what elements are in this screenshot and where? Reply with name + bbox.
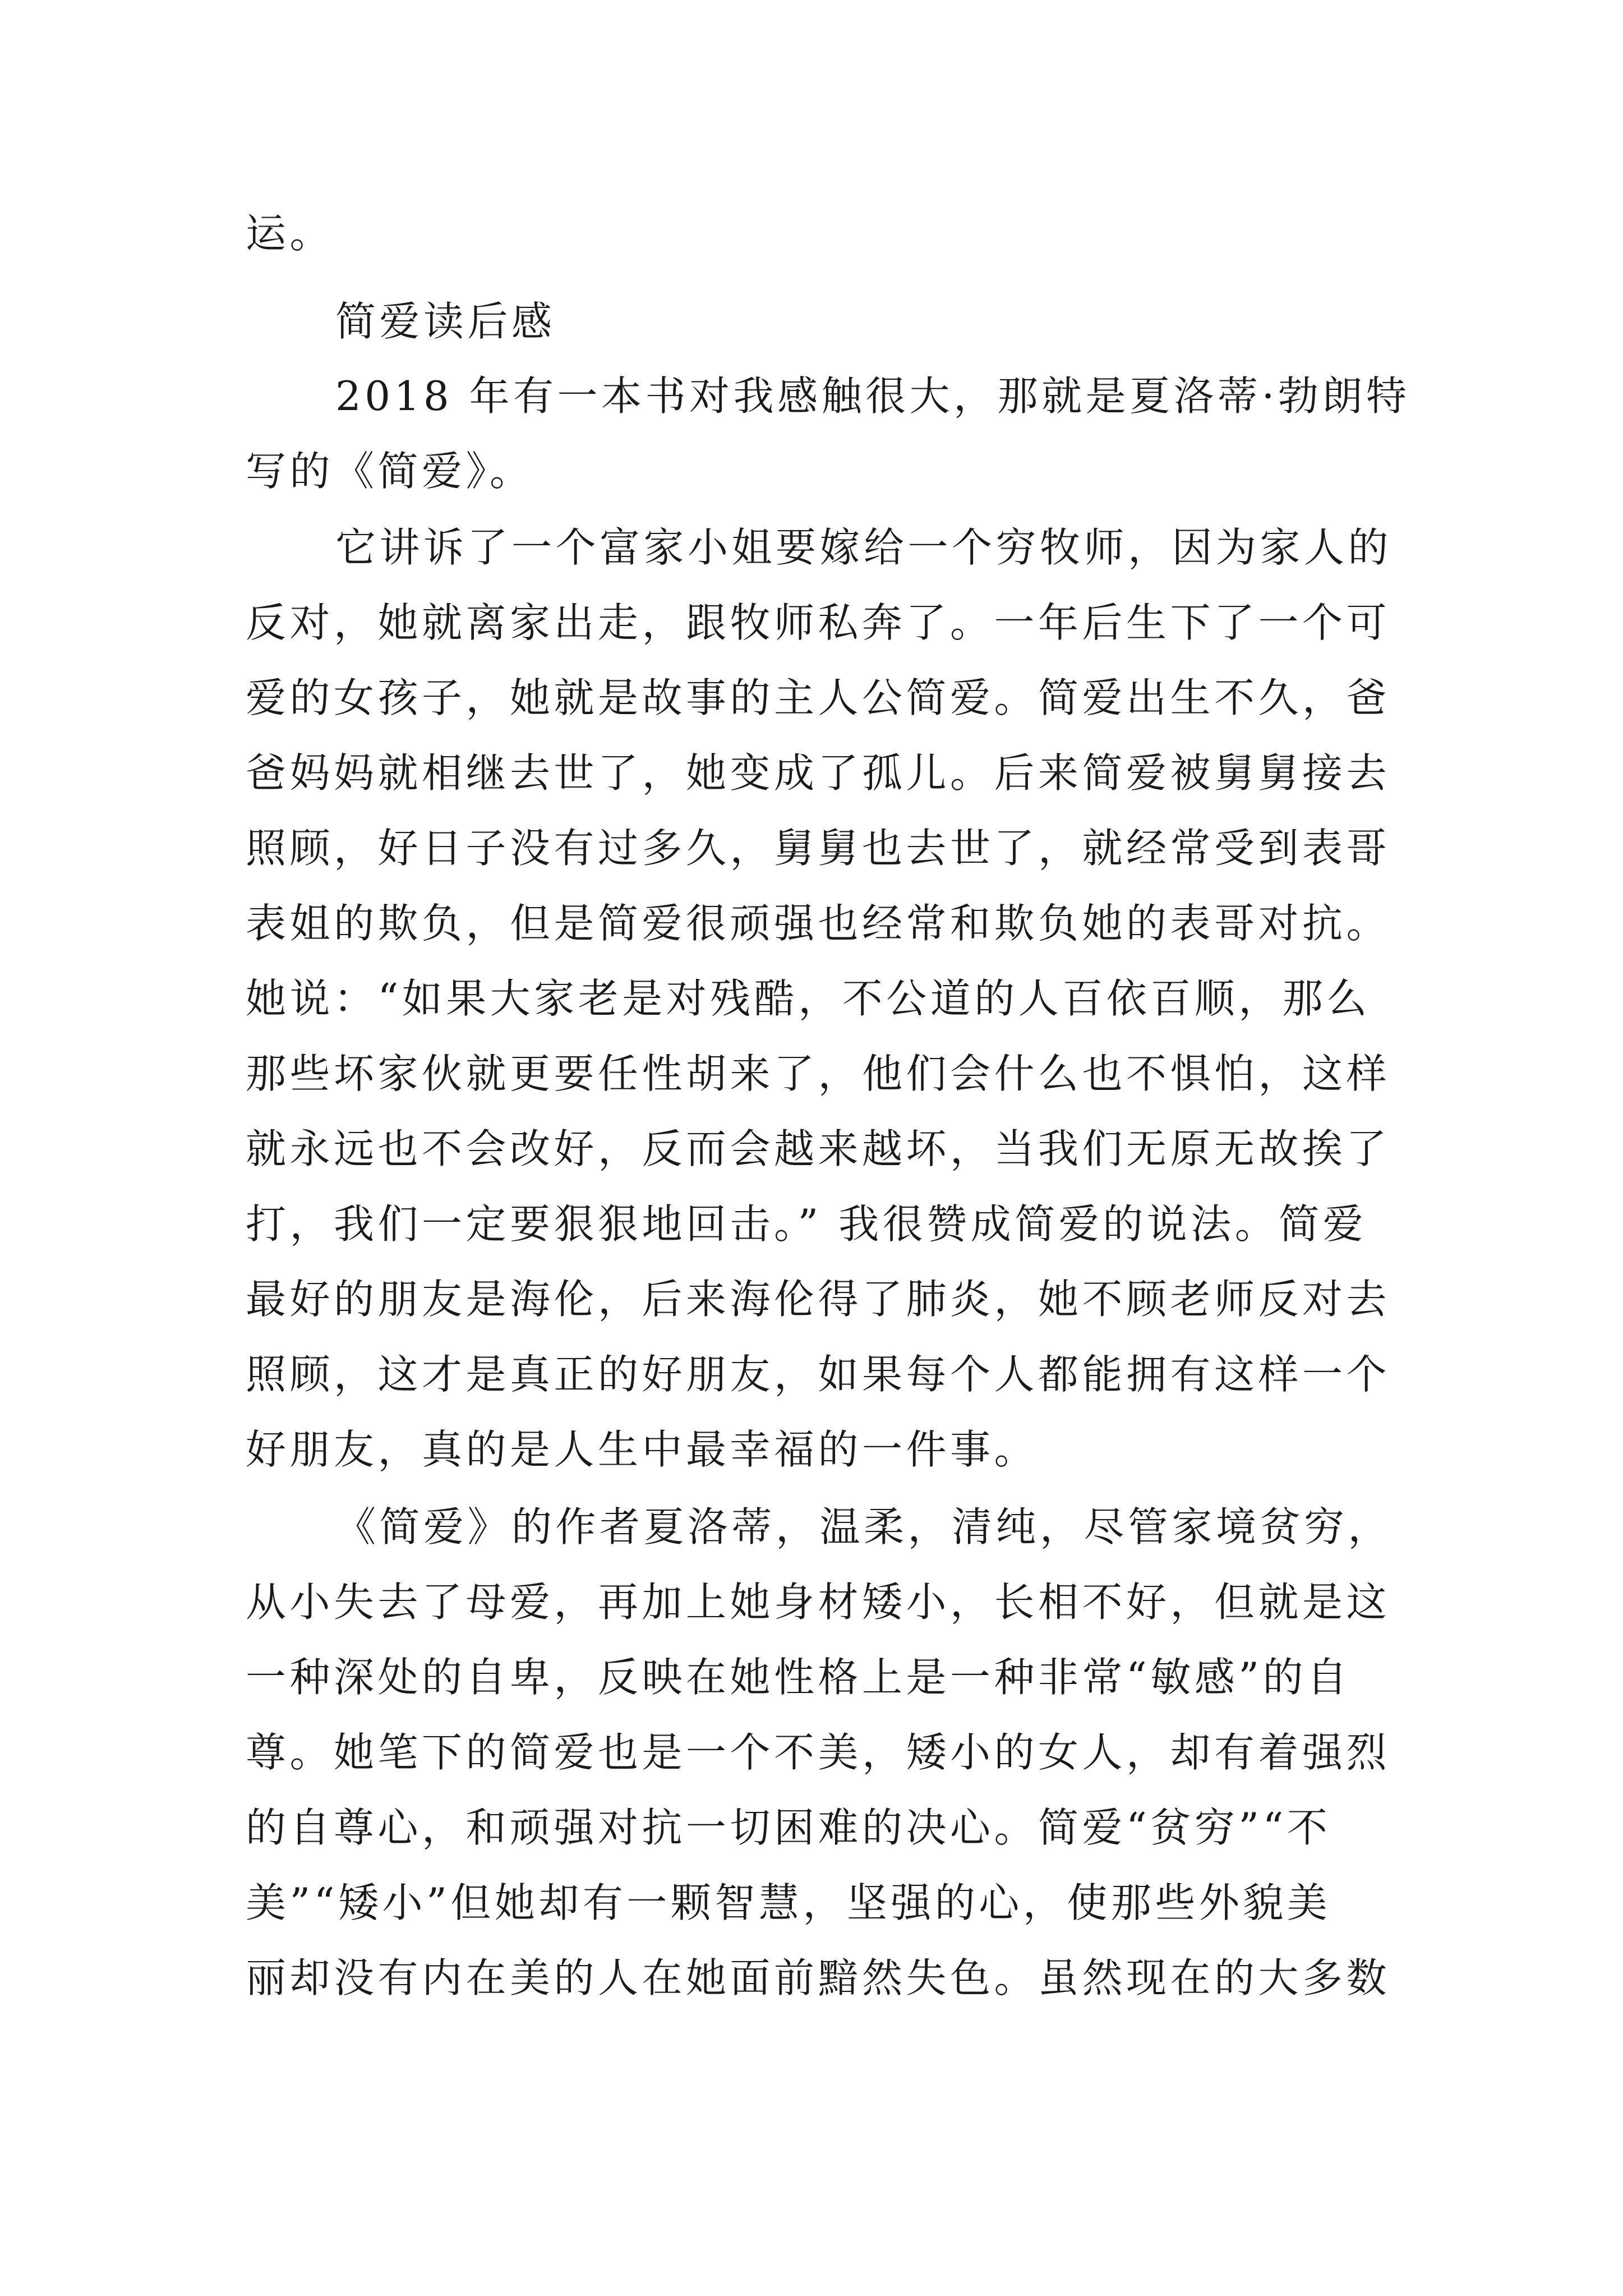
text-line: 爱的女孩子，她就是故事的主人公简爱。简爱出生不久，爸 (246, 674, 1391, 721)
text-line: 丽却没有内在美的人在她面前黯然失色。虽然现在的大多数 (246, 1954, 1391, 2001)
text-line: 《简爱》的作者夏洛蒂，温柔，清纯，尽管家境贫穷， (335, 1503, 1393, 1550)
text-line: 一种深处的自卑，反映在她性格上是一种非常“敏感”的自 (246, 1654, 1351, 1701)
text-line: 最好的朋友是海伦，后来海伦得了肺炎，她不顾老师反对去 (246, 1276, 1391, 1323)
text-line: 写的《简爱》。 (246, 448, 534, 495)
text-line: 反对，她就离家出走，跟牧师私奔了。一年后生下了一个可 (246, 599, 1391, 646)
text-line: 美”“矮小”但她却有一颗智慧，坚强的心，使那些外貌美 (246, 1879, 1331, 1926)
text-line: 打，我们一定要狠狠地回击。” 我很赞成简爱的说法。简爱 (246, 1200, 1367, 1248)
article-title: 简爱读后感 (335, 298, 556, 345)
text-line: 好朋友，真的是人生中最幸福的一件事。 (246, 1426, 1039, 1473)
text-line: 照顾，这才是真正的好朋友，如果每个人都能拥有这样一个 (246, 1351, 1391, 1398)
text-line: 表姐的欺负，但是简爱很顽强也经常和欺负她的表哥对抗。 (246, 900, 1391, 947)
text-line: 的自尊心，和顽强对抗一切困难的决心。简爱“贫穷”“不 (246, 1804, 1331, 1851)
text-line: 那些坏家伙就更要任性胡来了，他们会什么也不惧怕，这样 (246, 1050, 1391, 1097)
text-line: 照顾，好日子没有过多久，舅舅也去世了，就经常受到表哥 (246, 825, 1391, 872)
text-line: 爸妈妈就相继去世了，她变成了孤儿。后来简爱被舅舅接去 (246, 749, 1391, 797)
text-line: 从小失去了母爱，再加上她身材矮小，长相不好，但就是这 (246, 1579, 1391, 1626)
text-line: 它讲诉了一个富家小姐要嫁给一个穷牧师，因为家人的 (335, 524, 1393, 571)
text-line: 就永远也不会改好，反而会越来越坏，当我们无原无故挨了 (246, 1125, 1391, 1172)
text-line: 运。 (246, 210, 334, 257)
text-line: 2018 年有一本书对我感触很大，那就是夏洛蒂·勃朗特 (335, 372, 1410, 420)
text-line: 尊。她笔下的简爱也是一个不美，矮小的女人，却有着强烈 (246, 1729, 1391, 1776)
text-line: 她说：“如果大家老是对残酷，不公道的人百依百顺，那么 (246, 975, 1371, 1022)
